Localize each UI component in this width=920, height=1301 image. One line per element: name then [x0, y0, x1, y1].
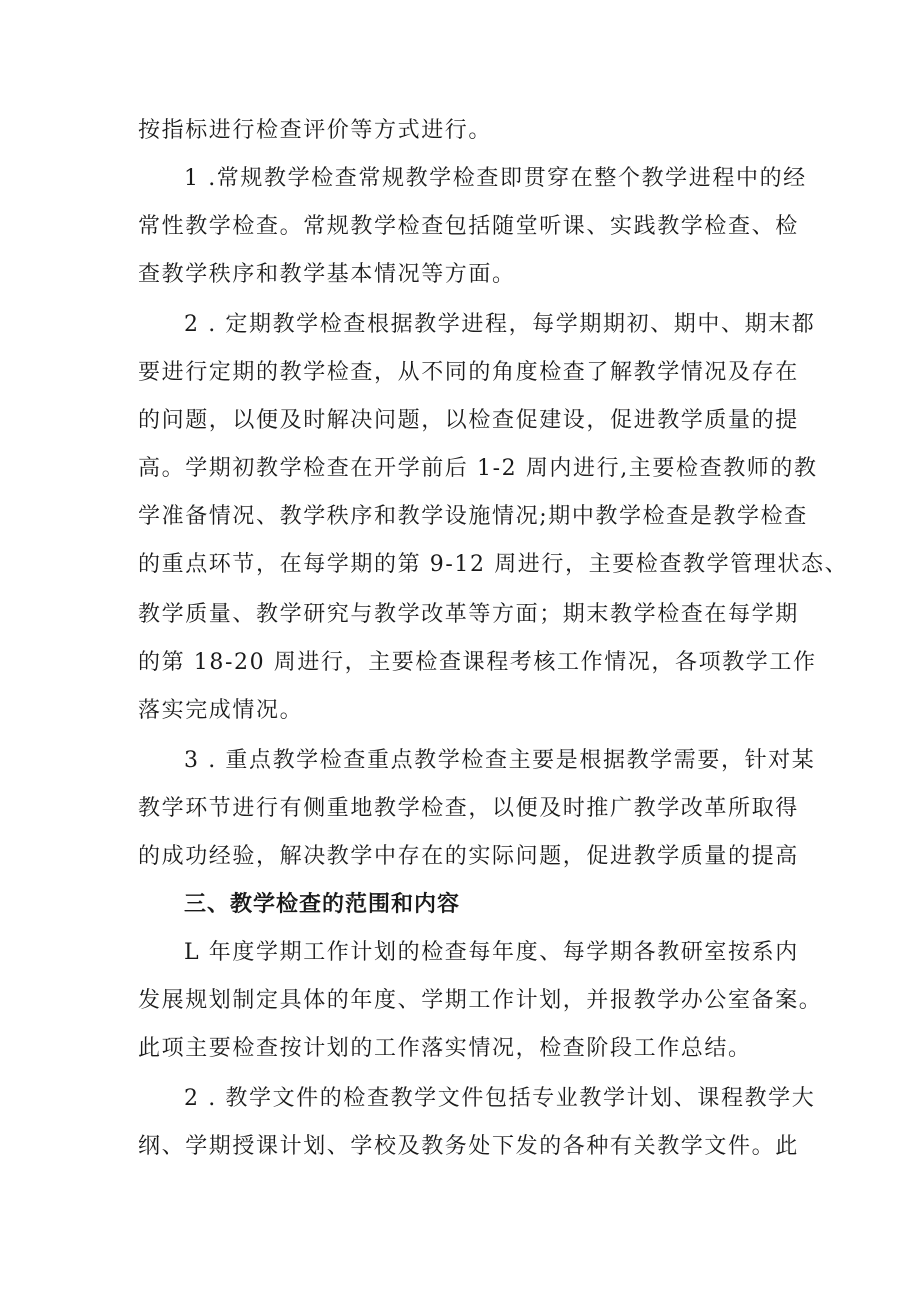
text-line: 2 . 教学文件的检查教学文件包括专业教学计划、课程教学大	[184, 1086, 816, 1111]
text-line: 3 . 重点教学检查重点教学检查主要是根据教学需要，针对某	[184, 748, 816, 773]
text-line: L 年度学期工作计划的检查每年度、每学期各教研室按系内	[184, 940, 799, 965]
text-line: 要进行定期的教学检查，从不同的角度检查了解教学情况及存在	[138, 360, 799, 385]
text-line: 教学环节进行有侧重地教学检查，以便及时推广教学改革所取得	[138, 796, 799, 821]
text-line: 纲、学期授课计划、学校及教务处下发的各种有关教学文件。此	[138, 1134, 799, 1159]
text-line: 高。学期初教学检查在开学前后 1-2 周内进行,主要检查教师的教	[138, 456, 818, 481]
text-line: 教学质量、教学研究与教学改革等方面；期末教学检查在每学期	[138, 602, 799, 627]
text-line: 查教学秩序和教学基本情况等方面。	[138, 262, 516, 287]
text-line: 按指标进行检查评价等方式进行。	[138, 118, 493, 143]
text-line: 落实完成情况。	[138, 698, 304, 723]
text-line: 的第 18-20 周进行，主要检查课程考核工作情况，各项教学工作	[138, 650, 817, 675]
text-line: 的问题，以便及时解决问题，以检查促建设，促进教学质量的提	[138, 408, 799, 433]
text-line: 发展规划制定具体的年度、学期工作计划，并报教学办公室备案。	[138, 988, 823, 1013]
text-line: 学准备情况、教学秩序和教学设施情况;期中教学检查是教学检查	[138, 504, 808, 529]
text-line: 的重点环节，在每学期的第 9-12 周进行，主要检查教学管理状态、	[138, 552, 849, 577]
section-heading: 三、教学检查的范围和内容	[184, 892, 461, 917]
text-line: 常性教学检查。常规教学检查包括随堂听课、实践教学检查、检	[138, 214, 799, 239]
text-line: 此项主要检查按计划的工作落实情况，检查阶段工作总结。	[138, 1036, 752, 1061]
text-line: 2 . 定期教学检查根据教学进程，每学期期初、期中、期末都	[184, 312, 816, 337]
text-line: 的成功经验，解决教学中存在的实际问题，促进教学质量的提高	[138, 844, 799, 869]
text-line: 1 .常规教学检查常规教学检查即贯穿在整个教学进程中的经	[184, 166, 807, 191]
